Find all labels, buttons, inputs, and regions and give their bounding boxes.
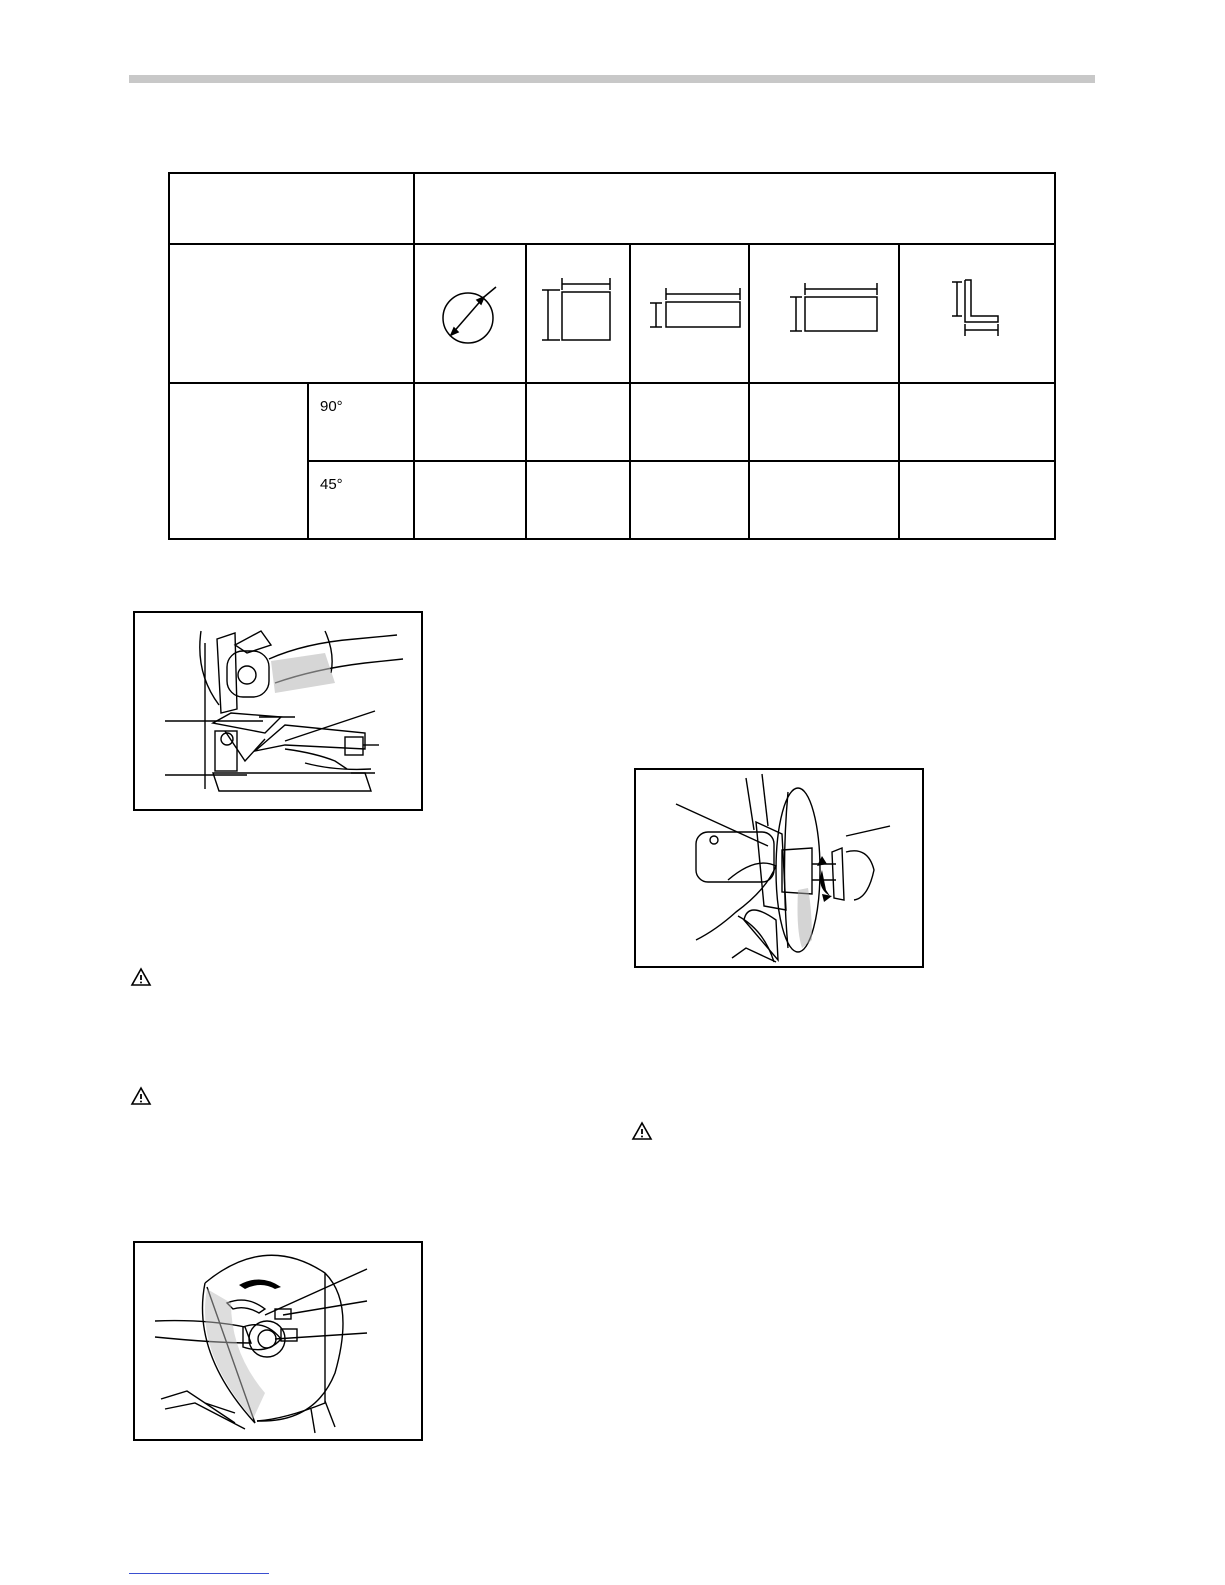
figure-wheel-guard — [133, 1241, 423, 1441]
square-bar-icon — [542, 278, 610, 340]
warning-triangle-icon — [631, 1121, 653, 1141]
angle-90-label: 90° — [320, 398, 343, 415]
header-rule — [129, 75, 1095, 83]
figure-wheel-removal — [634, 768, 924, 968]
round-bar-icon — [443, 287, 496, 343]
warning-triangle-icon — [130, 967, 152, 987]
angle-45-label: 45° — [320, 476, 343, 493]
warning-triangle-icon — [130, 1086, 152, 1106]
table-grid — [168, 172, 1056, 540]
angle-bar-icon — [952, 280, 998, 336]
footer-link-underline — [129, 1573, 269, 1574]
rectangular-bar-icon — [790, 283, 877, 331]
flat-bar-icon — [650, 288, 740, 327]
cutting-capacity-table — [168, 172, 1056, 540]
figure-vise-clamping — [133, 611, 423, 811]
